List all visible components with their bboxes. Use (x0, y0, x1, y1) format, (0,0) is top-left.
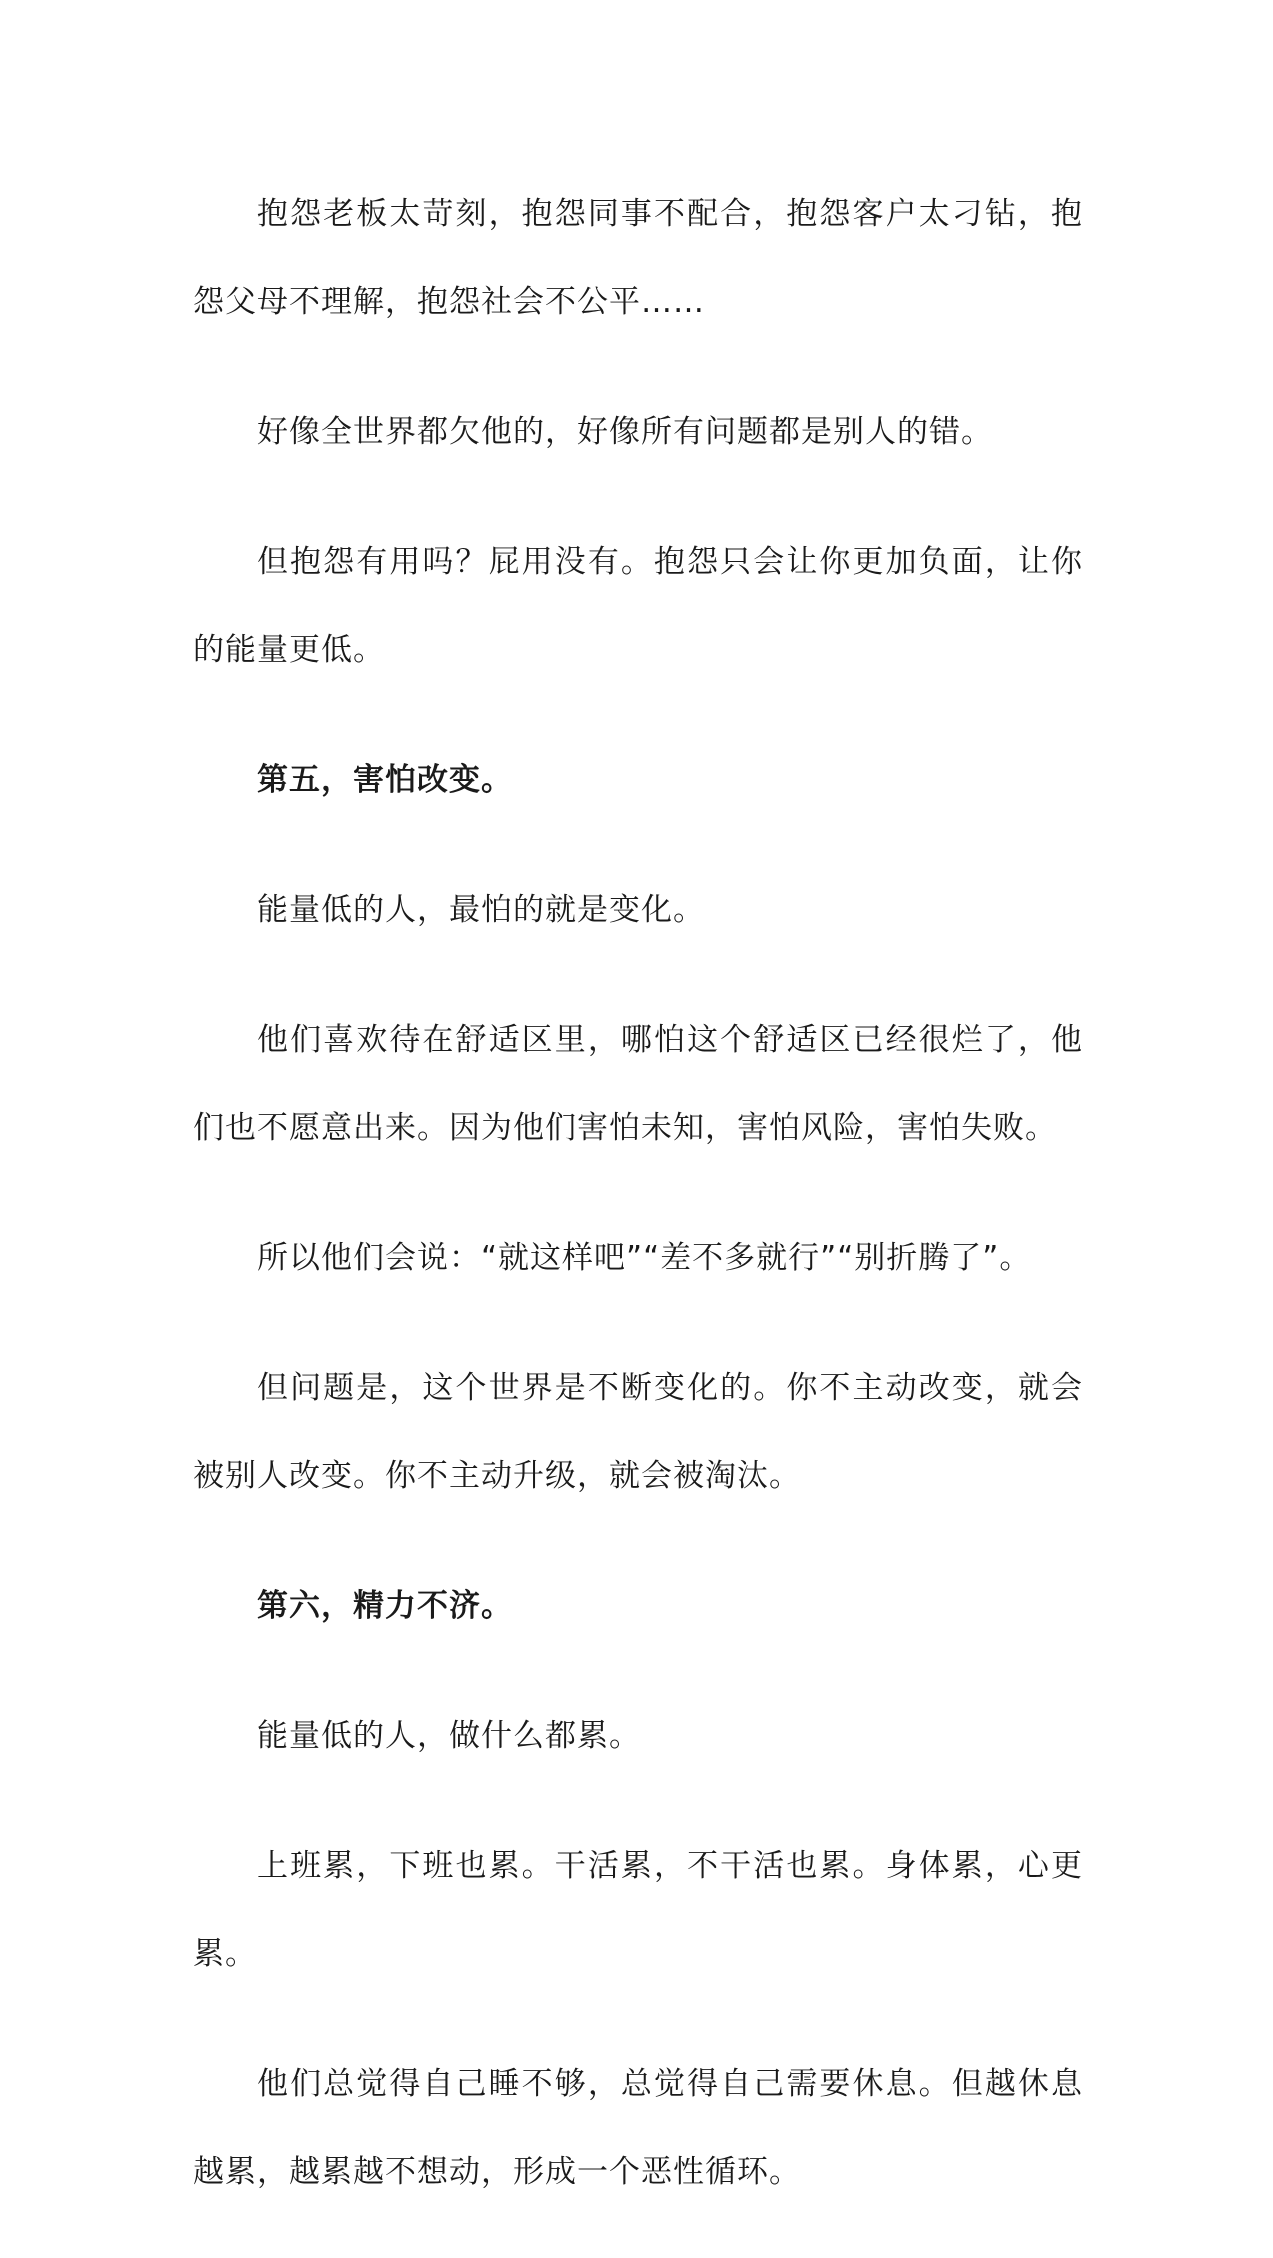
paragraph-complaining-useless: 但抱怨有用吗？屁用没有。抱怨只会让你更加负面，让你的能量更低。 (193, 544, 1083, 668)
section-heading-fear-change: 第五，害怕改变。 (257, 762, 513, 798)
paragraph-complaints: 抱怨老板太苛刻，抱怨同事不配合，抱怨客户太刁钻，抱怨父母不理解，抱怨社会不公平…… (193, 196, 1083, 320)
paragraph-tired-everywhere: 上班累，下班也累。干活累，不干活也累。身体累，心更累。 (193, 1848, 1083, 1972)
section-heading-low-energy: 第六，精力不济。 (257, 1588, 513, 1624)
paragraph-always-tired: 能量低的人，做什么都累。 (257, 1718, 641, 1754)
paragraph-quotes: 所以他们会说：“就这样吧”“差不多就行”“别折腾了”。 (257, 1240, 1032, 1276)
paragraph-fear-change-intro: 能量低的人，最怕的就是变化。 (257, 892, 705, 928)
paragraph-world-changes: 但问题是，这个世界是不断变化的。你不主动改变，就会被别人改变。你不主动升级，就会被淘汰。 (193, 1370, 1083, 1494)
paragraph-blame-others: 好像全世界都欠他的，好像所有问题都是别人的错。 (257, 414, 993, 450)
paragraph-comfort-zone: 他们喜欢待在舒适区里，哪怕这个舒适区已经很烂了，他们也不愿意出来。因为他们害怕未知，害怕风险，害怕失败。 (193, 1022, 1083, 1146)
paragraph-vicious-cycle: 他们总觉得自己睡不够，总觉得自己需要休息。但越休息越累，越累越不想动，形成一个恶性循环。 (193, 2066, 1083, 2190)
document-body (193, 170, 1083, 2258)
